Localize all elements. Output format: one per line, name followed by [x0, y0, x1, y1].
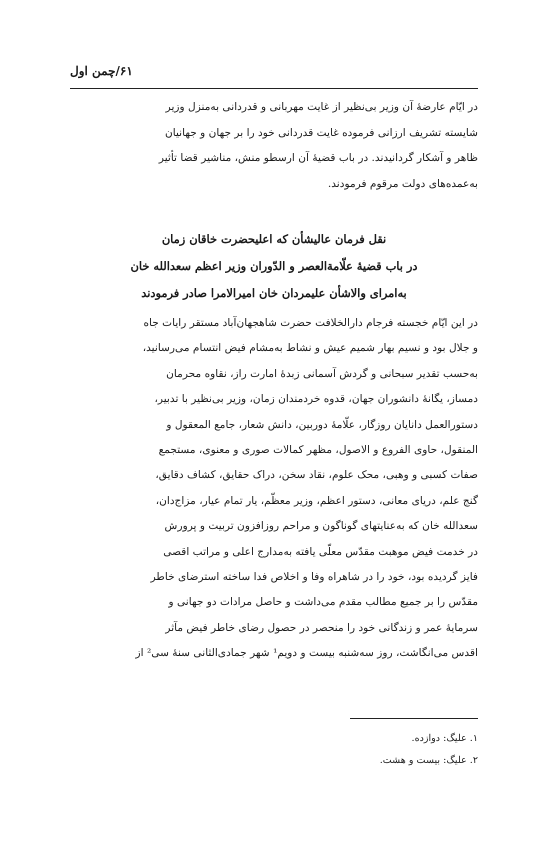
- text-line: مقدّس را بر جمیع مطالب مقدم می‌داشت و حاصل مرادات دو جهانی و: [168, 596, 478, 609]
- text-line: در ایّام عارضهٔ آن وزیر بی‌نظیر از غایت مهربانی و قدردانی به‌منزل وزیر: [165, 101, 478, 113]
- text-line: سرمایهٔ عمر و زندگانی خود را منحصر در حصول رضای خاطر فیض مآثر: [165, 621, 478, 634]
- text-line: صفات کسبی و وهبی، محک علوم، نقاد سخن، دراک حقایق، کشاف دقایق،: [155, 469, 478, 482]
- heading-line: در باب قضیهٔ علّامةالعصر و الدّوران وزیر اعظم سعدالله خان: [130, 259, 418, 273]
- paragraph-body: [70, 311, 478, 667]
- footnotes: [70, 728, 478, 772]
- text-line: المنقول، حاوی الفروع و الاصول، مظهر کمالات صوری و معنوی، مستجمع: [158, 444, 478, 457]
- page-header: [70, 64, 478, 86]
- text-line: به‌عمده‌های دولت مرقوم فرمودند.: [327, 177, 478, 190]
- text-line: گنج علم، دریای معانی، دستور اعظم، وزیر معظّم، یار تمام عیار، مزاج‌دان،: [155, 494, 478, 507]
- text-line: به‌حسب تقدیر سبحانی و گردش آسمانی زبدهٔ امارت راز، نقاوه محرمان: [166, 367, 478, 380]
- text-line: سعدالله خان که به‌عنایتهای گوناگون و مراحم روزافزون تربیت و پرورش: [164, 520, 478, 533]
- running-title: ۶۱/چمن اول: [70, 64, 133, 78]
- header-rule: [70, 88, 478, 89]
- text-line: اقدس می‌انگاشت، روز سه‌شنبه بیست و دویم¹ شهر جمادی‌الثانی سنهٔ سی² از: [135, 647, 478, 660]
- footnote-rule: [350, 718, 478, 719]
- paragraph-intro: [70, 95, 478, 197]
- footnote: ۱. علیگ: دوازده.: [411, 733, 478, 744]
- text-line: و جلال بود و نسیم بهار شمیم عیش و نشاط به‌مشام فیض انتسام می‌رسانید،: [142, 342, 478, 355]
- text-line: ظاهر و آشکار گردانیدند. در باب قضیهٔ آن ارسطو منش، مناشیر قضا تأثیر: [158, 152, 478, 165]
- text-line: دستورالعمل دانایان روزگار، علّامهٔ دوربین، دانش شعار، جامع المعقول و: [166, 418, 478, 431]
- section-heading: [70, 226, 478, 307]
- footnote: ۲. علیگ: بیست و هشت.: [379, 755, 478, 766]
- heading-line: نقل فرمان عالیشأن که اعلیحضرت خاقان زمان: [161, 232, 387, 246]
- text-line: در این ایّام خجسته فرجام دارالخلافت حضرت شاهجهان‌آباد مستقر رایات جاه: [143, 317, 478, 329]
- heading-line: به‌امرای والاشأن علیمردان خان امیرالامرا صادر فرمودند: [141, 286, 407, 300]
- text-line: فایز گردیده بود، خود را در شاهراه وفا و اخلاص فدا ساخته استرضای خاطر: [150, 571, 478, 584]
- text-line: دمساز، یگانهٔ دانشوران جهان، قدوه خردمندان زمان، وزیر بی‌نظیر با تدبیر،: [154, 393, 478, 406]
- text-line: در خدمت فیض موهبت مقدّس معلّی یافته به‌مدارج اعلی و مراتب اقصی: [163, 545, 478, 558]
- text-line: شایسته تشریف ارزانی فرموده غایت قدردانی خود را بر جهان و جهانیان: [164, 126, 478, 139]
